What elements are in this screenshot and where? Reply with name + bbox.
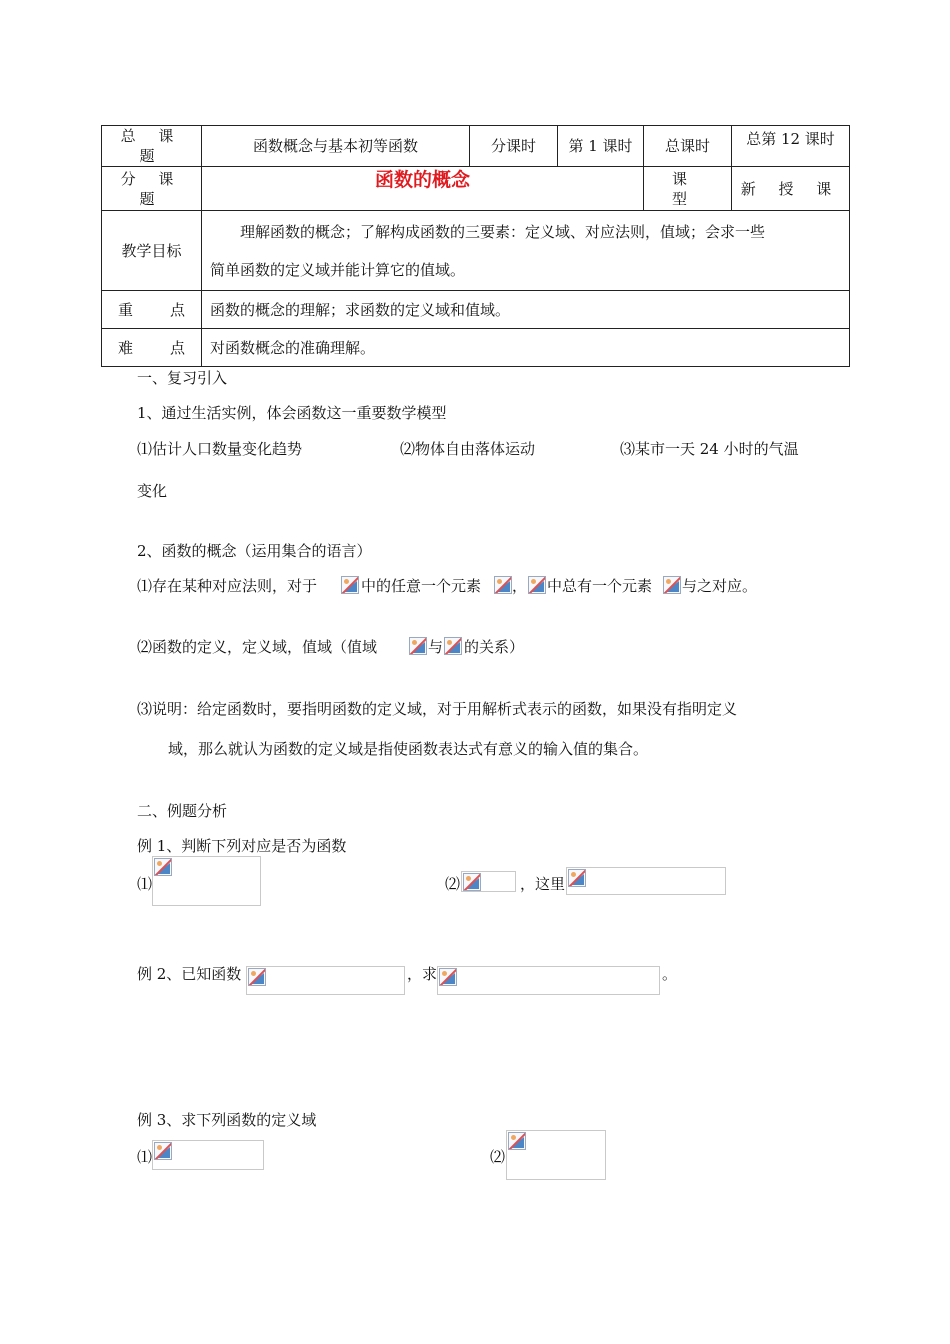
section-1-title: 一、复习引入 <box>137 369 228 387</box>
broken-image-icon <box>494 576 512 594</box>
item-1b: ⑵物体自由落体运动 <box>400 440 536 458</box>
item-1a: ⑴估计人口数量变化趋势 <box>137 440 303 458</box>
item-2b-part2: 与 <box>428 638 444 656</box>
label-lesson-type: 课 型 <box>644 167 732 211</box>
broken-image-icon <box>154 858 172 876</box>
item-2a-part2: 中的任意一个元素 <box>361 577 482 595</box>
broken-image-icon <box>663 576 681 594</box>
example-3b-label: ⑵ <box>490 1148 506 1166</box>
sub-topic-cell <box>202 167 644 211</box>
item-2-heading: 2、函数的概念（运用集合的语言） <box>137 542 372 560</box>
formula-box <box>566 867 726 895</box>
sub-hours: 第 1 课时 <box>558 126 644 167</box>
example-1b-here: ，这里 <box>520 875 566 893</box>
example-2-part2: ，求 <box>407 965 438 983</box>
broken-image-icon <box>248 968 266 986</box>
broken-image-icon <box>409 637 427 655</box>
broken-image-icon <box>508 1132 526 1150</box>
label-difficult-points: 难 点 <box>102 329 202 367</box>
example-2-part3: 。 <box>662 965 678 983</box>
item-2c-line1: ⑶说明：给定函数时，要指明函数的定义域，对于用解析式表示的函数，如果没有指明定义 <box>137 700 738 718</box>
key-points-text: 函数的概念的理解；求函数的定义域和值域。 <box>202 291 850 329</box>
broken-image-icon <box>341 576 359 594</box>
formula-box <box>437 966 660 995</box>
broken-image-icon <box>444 637 462 655</box>
item-1-heading: 1、通过生活实例，体会函数这一重要数学模型 <box>137 404 447 422</box>
item-2a-part3: ， <box>512 577 528 595</box>
goals-cell <box>202 211 850 291</box>
sub-topic-title: 函数的概念 <box>374 169 470 191</box>
example-1-heading: 例 1、判断下列对应是否为函数 <box>137 837 347 855</box>
label-total-hours: 总课时 <box>644 126 732 167</box>
example-1a-label: ⑴ <box>137 875 153 893</box>
item-2c-line2: 域，那么就认为函数的定义域是指使函数表达式有意义的输入值的集合。 <box>168 740 649 758</box>
label-sub-topic: 分 课 题 <box>102 167 202 211</box>
broken-image-icon <box>568 869 586 887</box>
broken-image-icon <box>154 1142 172 1160</box>
item-1c: ⑶某市一天 24 小时的气温 <box>620 440 799 458</box>
label-key-points: 重 点 <box>102 291 202 329</box>
item-2b-part1: ⑵函数的定义，定义域，值域（值域 <box>137 638 378 656</box>
item-2a-part5: 与之对应。 <box>682 577 758 595</box>
item-2b-part3: 的关系） <box>464 638 525 656</box>
label-total-topic: 总 课 题 <box>102 126 202 167</box>
broken-image-icon <box>528 576 546 594</box>
section-2-title: 二、例题分析 <box>137 802 228 820</box>
example-3a-label: ⑴ <box>137 1148 153 1166</box>
example-1b-label: ⑵ <box>445 875 461 893</box>
goals-text-2: 简单函数的定义域并能计算它的值域。 <box>210 260 466 279</box>
item-2a-part4: 中总有一个元素 <box>547 577 653 595</box>
example-2-part1: 例 2、已知函数 <box>137 965 242 983</box>
broken-image-icon <box>463 873 481 891</box>
total-topic: 函数概念与基本初等函数 <box>202 126 470 167</box>
label-sub-hours: 分课时 <box>470 126 558 167</box>
difficult-points-text: 对函数概念的准确理解。 <box>202 329 850 367</box>
total-hours: 总第 12 课时 <box>732 126 850 167</box>
formula-box <box>246 966 405 995</box>
goals-text-1: 理解函数的概念；了解构成函数的三要素：定义域、对应法则，值域；会求一些 <box>240 222 766 241</box>
item-1c-continued: 变化 <box>137 482 168 500</box>
lesson-header-table <box>101 125 850 367</box>
item-2a-part1: ⑴存在某种对应法则，对于 <box>137 577 318 595</box>
label-goals: 教学目标 <box>102 211 202 291</box>
lesson-type: 新 授 课 <box>732 167 850 211</box>
example-3-heading: 例 3、求下列函数的定义域 <box>137 1111 317 1129</box>
broken-image-icon <box>439 968 457 986</box>
